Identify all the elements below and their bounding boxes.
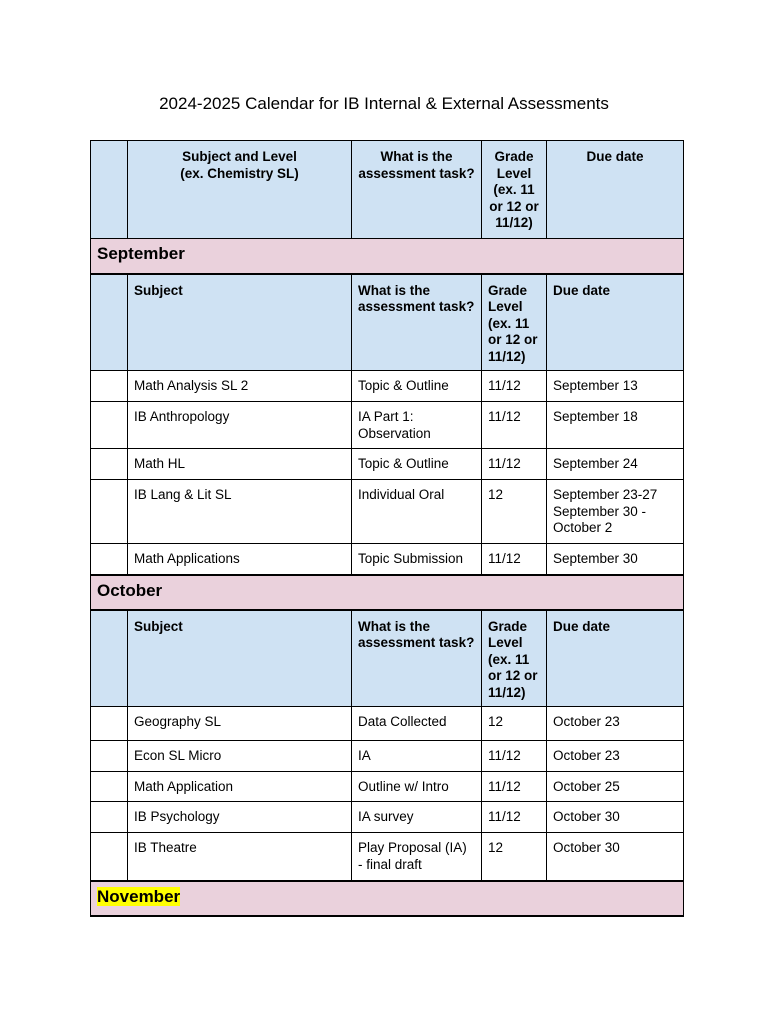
header-subject: Subject (128, 274, 352, 371)
header-blank-cell (91, 141, 128, 239)
table-row (91, 480, 684, 544)
header-task: What is the assessment task? (352, 141, 482, 239)
cell-subject: Math Analysis SL 2 (128, 371, 352, 402)
cell-due: September 24 (547, 449, 684, 480)
header-blank-cell (91, 610, 128, 707)
section-header-row (91, 274, 684, 371)
table-row (91, 741, 684, 772)
cell-due: October 30 (547, 833, 684, 881)
cell-due: September 23-27 September 30 - October 2 (547, 480, 684, 544)
table-header-row (91, 141, 684, 239)
cell-grade: 11/12 (482, 544, 547, 575)
month-label: September (91, 239, 684, 274)
month-row-november (91, 881, 684, 916)
cell-task: Play Proposal (IA) - final draft (352, 833, 482, 881)
cell-subject: Math Applications (128, 544, 352, 575)
cell-subject: Geography SL (128, 707, 352, 741)
header-blank-cell (91, 274, 128, 371)
header-task: What is the assessment task? (352, 274, 482, 371)
cell-subject: IB Psychology (128, 802, 352, 833)
cell-grade: 11/12 (482, 741, 547, 772)
header-task: What is the assessment task? (352, 610, 482, 707)
cell-subject: Math Application (128, 772, 352, 802)
cell-task: Outline w/ Intro (352, 772, 482, 802)
table-row (91, 802, 684, 833)
cell-grade: 11/12 (482, 772, 547, 802)
table-row (91, 707, 684, 741)
cell-subject: Math HL (128, 449, 352, 480)
row-blank-cell (91, 802, 128, 833)
row-blank-cell (91, 371, 128, 402)
cell-task: Individual Oral (352, 480, 482, 544)
month-cell (91, 881, 684, 916)
table-row (91, 544, 684, 575)
cell-grade: 11/12 (482, 802, 547, 833)
header-grade: Grade Level (ex. 11 or 12 or 11/12) (482, 274, 547, 371)
table-row (91, 449, 684, 480)
cell-task: IA (352, 741, 482, 772)
table-row (91, 772, 684, 802)
cell-task: Topic & Outline (352, 449, 482, 480)
header-due: Due date (547, 141, 684, 239)
row-blank-cell (91, 544, 128, 575)
row-blank-cell (91, 707, 128, 741)
row-blank-cell (91, 833, 128, 881)
cell-grade: 12 (482, 707, 547, 741)
cell-task: IA Part 1: Observation (352, 402, 482, 449)
month-row-october (91, 575, 684, 610)
header-due: Due date (547, 274, 684, 371)
cell-due: September 13 (547, 371, 684, 402)
header-grade: Grade Level (ex. 11 or 12 or 11/12) (482, 610, 547, 707)
document-title: 2024-2025 Calendar for IB Internal & External Assessments (159, 94, 609, 113)
row-blank-cell (91, 480, 128, 544)
cell-grade: 11/12 (482, 402, 547, 449)
cell-grade: 12 (482, 833, 547, 881)
month-label: October (91, 575, 684, 610)
section-header-row (91, 610, 684, 707)
cell-due: October 25 (547, 772, 684, 802)
cell-task: Data Collected (352, 707, 482, 741)
header-due: Due date (547, 610, 684, 707)
table-row (91, 402, 684, 449)
cell-subject: Econ SL Micro (128, 741, 352, 772)
row-blank-cell (91, 772, 128, 802)
cell-task: IA survey (352, 802, 482, 833)
cell-due: October 23 (547, 741, 684, 772)
cell-due: September 18 (547, 402, 684, 449)
table-row (91, 833, 684, 881)
row-blank-cell (91, 741, 128, 772)
cell-grade: 12 (482, 480, 547, 544)
month-label-highlighted: November (97, 886, 181, 906)
cell-due: October 23 (547, 707, 684, 741)
header-subject: Subject and Level (ex. Chemistry SL) (128, 141, 352, 239)
table-row (91, 371, 684, 402)
month-row-september (91, 239, 684, 274)
header-subject: Subject (128, 610, 352, 707)
cell-grade: 11/12 (482, 371, 547, 402)
cell-subject: IB Anthropology (128, 402, 352, 449)
row-blank-cell (91, 449, 128, 480)
cell-task: Topic Submission (352, 544, 482, 575)
cell-due: October 30 (547, 802, 684, 833)
cell-subject: IB Theatre (128, 833, 352, 881)
cell-grade: 11/12 (482, 449, 547, 480)
assessment-calendar-table (90, 140, 684, 917)
header-grade: Grade Level (ex. 11 or 12 or 11/12) (482, 141, 547, 239)
row-blank-cell (91, 402, 128, 449)
cell-task: Topic & Outline (352, 371, 482, 402)
cell-subject: IB Lang & Lit SL (128, 480, 352, 544)
cell-due: September 30 (547, 544, 684, 575)
